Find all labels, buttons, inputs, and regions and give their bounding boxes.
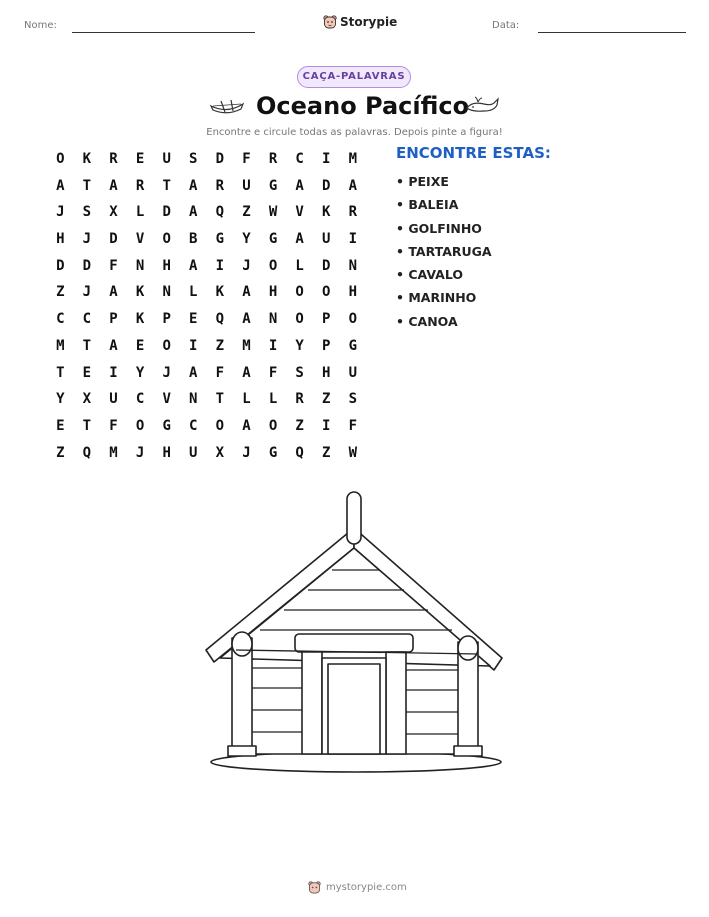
grid-letter[interactable]: T	[82, 177, 92, 194]
grid-letter[interactable]: X	[82, 391, 92, 408]
house-illustration	[200, 488, 506, 778]
grid-letter[interactable]: Y	[135, 364, 145, 381]
brand	[323, 14, 397, 29]
grid-letter[interactable]: D	[215, 151, 225, 167]
grid-letter[interactable]: H	[322, 364, 331, 381]
grid-letter[interactable]: N	[135, 257, 145, 274]
grid-letter[interactable]: I	[322, 417, 331, 434]
grid-letter[interactable]: Z	[295, 417, 304, 434]
grid-letter[interactable]: Z	[322, 444, 331, 461]
grid-letter[interactable]: F	[348, 417, 358, 434]
name-label: Nome:	[24, 20, 57, 31]
grid-letter[interactable]: O	[322, 284, 331, 301]
grid-letter[interactable]: O	[162, 231, 171, 248]
grid-letter[interactable]: A	[189, 364, 198, 381]
grid-letter[interactable]: Q	[215, 204, 225, 221]
grid-letter[interactable]: A	[109, 177, 118, 194]
grid-letter[interactable]: F	[215, 364, 225, 381]
grid-letter[interactable]: I	[215, 257, 225, 274]
canoe-icon	[209, 98, 245, 116]
grid-letter[interactable]: Y	[242, 231, 251, 248]
grid-letter[interactable]: A	[295, 177, 304, 194]
grid-letter[interactable]: D	[82, 257, 92, 274]
grid-letter[interactable]: Z	[56, 444, 65, 461]
grid-letter[interactable]: M	[348, 151, 358, 167]
date-label: Data:	[492, 20, 520, 31]
grid-letter[interactable]: A	[189, 257, 198, 274]
grid-letter[interactable]: W	[348, 444, 358, 461]
grid-letter[interactable]: O	[348, 311, 358, 328]
date-line	[538, 32, 686, 33]
grid-letter[interactable]: L	[242, 391, 251, 408]
grid-letter[interactable]: D	[56, 257, 65, 274]
category-badge: CAÇA-PALAVRAS	[297, 66, 411, 88]
grid-letter[interactable]: S	[295, 364, 304, 381]
grid-row	[47, 226, 366, 253]
grid-letter[interactable]: E	[189, 311, 198, 328]
grid-letter[interactable]: Y	[56, 391, 65, 408]
grid-letter[interactable]: C	[82, 311, 92, 328]
grid-letter[interactable]: K	[82, 151, 92, 167]
grid-letter[interactable]: A	[242, 364, 251, 381]
word-list-item: • GOLFINHO	[396, 220, 482, 236]
grid-letter[interactable]: D	[109, 231, 118, 248]
grid-letter[interactable]: G	[268, 231, 278, 248]
grid-letter[interactable]: H	[268, 284, 278, 301]
grid-letter[interactable]: J	[56, 204, 65, 221]
word-search-grid[interactable]	[47, 146, 366, 466]
grid-row	[47, 360, 366, 387]
grid-letter[interactable]: R	[268, 151, 278, 167]
grid-letter[interactable]: O	[56, 151, 65, 167]
grid-row	[47, 306, 366, 333]
grid-letter[interactable]: A	[295, 231, 304, 248]
grid-letter[interactable]: H	[56, 231, 65, 248]
grid-letter[interactable]: G	[162, 417, 171, 434]
grid-letter[interactable]: Q	[295, 444, 304, 461]
grid-letter[interactable]: T	[162, 177, 171, 194]
grid-letter[interactable]: L	[189, 284, 198, 301]
grid-letter[interactable]: Y	[295, 337, 304, 354]
grid-letter[interactable]: C	[295, 151, 304, 167]
grid-letter[interactable]: A	[109, 284, 118, 301]
grid-letter[interactable]: Q	[82, 444, 92, 461]
grid-letter[interactable]: V	[295, 204, 304, 221]
word-list-item: • CAVALO	[396, 267, 463, 283]
grid-letter[interactable]: N	[162, 284, 171, 301]
grid-letter[interactable]: S	[189, 151, 198, 167]
grid-letter[interactable]: A	[189, 204, 198, 221]
grid-letter[interactable]: N	[189, 391, 198, 408]
footer	[308, 880, 407, 894]
grid-letter[interactable]: G	[268, 177, 278, 194]
grid-letter[interactable]: K	[135, 311, 145, 328]
grid-letter[interactable]: V	[135, 231, 145, 248]
grid-letter[interactable]: D	[162, 204, 171, 221]
grid-letter[interactable]: O	[268, 417, 278, 434]
word-list-item: • MARINHO	[396, 290, 477, 306]
grid-letter[interactable]: E	[56, 417, 65, 434]
grid-letter[interactable]: Z	[242, 204, 251, 221]
grid-row	[47, 146, 366, 173]
instructions: Encontre e circule todas as palavras. Depois pinte a figura!	[206, 127, 503, 138]
grid-row	[47, 333, 366, 360]
grid-letter[interactable]: O	[135, 417, 145, 434]
grid-letter[interactable]: Q	[215, 311, 225, 328]
grid-letter[interactable]: H	[348, 284, 358, 301]
word-list-title: ENCONTRE ESTAS:	[396, 144, 551, 162]
grid-letter[interactable]: Z	[56, 284, 65, 301]
grid-letter[interactable]: N	[268, 311, 278, 328]
grid-letter[interactable]: L	[295, 257, 304, 274]
grid-letter[interactable]: U	[162, 151, 171, 167]
grid-letter[interactable]: W	[268, 204, 278, 221]
grid-row	[47, 253, 366, 280]
grid-letter[interactable]: R	[109, 151, 118, 167]
grid-letter[interactable]: G	[268, 444, 278, 461]
grid-letter[interactable]: B	[189, 231, 198, 248]
grid-letter[interactable]: M	[56, 337, 65, 354]
storypie-footer-icon	[308, 880, 321, 894]
grid-letter[interactable]: L	[135, 204, 145, 221]
grid-letter[interactable]: C	[189, 417, 198, 434]
grid-letter[interactable]: M	[242, 337, 251, 354]
grid-letter[interactable]: E	[135, 337, 145, 354]
grid-letter[interactable]: S	[348, 391, 358, 408]
page-title: Oceano Pacífico	[256, 92, 470, 120]
grid-row	[47, 413, 366, 440]
grid-letter[interactable]: F	[268, 364, 278, 381]
grid-letter[interactable]: G	[348, 337, 358, 354]
grid-row	[47, 440, 366, 467]
grid-letter[interactable]: O	[162, 337, 171, 354]
grid-letter[interactable]: R	[295, 391, 304, 408]
grid-letter[interactable]: L	[268, 391, 278, 408]
grid-letter[interactable]: O	[295, 311, 304, 328]
grid-letter[interactable]: J	[135, 444, 145, 461]
grid-letter[interactable]: O	[215, 417, 225, 434]
grid-letter[interactable]: J	[242, 257, 251, 274]
grid-letter[interactable]: U	[242, 177, 251, 194]
grid-letter[interactable]: T	[56, 364, 65, 381]
grid-letter[interactable]: D	[322, 177, 331, 194]
grid-letter[interactable]: J	[162, 364, 171, 381]
grid-letter[interactable]: J	[82, 284, 92, 301]
grid-letter[interactable]: P	[322, 311, 331, 328]
word-list-item: • TARTARUGA	[396, 243, 492, 259]
grid-letter[interactable]: Z	[322, 391, 331, 408]
grid-letter[interactable]: E	[82, 364, 92, 381]
grid-letter[interactable]: J	[82, 231, 92, 248]
grid-letter[interactable]: K	[215, 284, 225, 301]
name-line	[72, 32, 255, 33]
grid-letter[interactable]: I	[268, 337, 278, 354]
grid-letter[interactable]: I	[109, 364, 118, 381]
title-row	[0, 92, 709, 126]
grid-letter[interactable]: X	[109, 204, 118, 221]
grid-letter[interactable]: U	[189, 444, 198, 461]
grid-letter[interactable]: T	[215, 391, 225, 408]
grid-letter[interactable]: A	[242, 311, 251, 328]
grid-letter[interactable]: F	[242, 151, 251, 167]
grid-row	[47, 279, 366, 306]
grid-letter[interactable]: I	[189, 337, 198, 354]
grid-letter[interactable]: O	[268, 257, 278, 274]
grid-letter[interactable]: T	[82, 337, 92, 354]
grid-letter[interactable]: R	[135, 177, 145, 194]
whale-icon	[464, 96, 500, 116]
grid-letter[interactable]: K	[135, 284, 145, 301]
grid-letter[interactable]: S	[82, 204, 92, 221]
grid-letter[interactable]: D	[322, 257, 331, 274]
grid-letter[interactable]: A	[189, 177, 198, 194]
grid-letter[interactable]: I	[348, 231, 358, 248]
grid-letter[interactable]: X	[215, 444, 225, 461]
grid-letter[interactable]: G	[215, 231, 225, 248]
grid-letter[interactable]: M	[109, 444, 118, 461]
word-list	[396, 170, 492, 333]
grid-letter[interactable]: J	[242, 444, 251, 461]
grid-letter[interactable]: A	[242, 417, 251, 434]
grid-letter[interactable]: A	[242, 284, 251, 301]
grid-letter[interactable]: Z	[215, 337, 225, 354]
grid-row	[47, 199, 366, 226]
grid-letter[interactable]: U	[109, 391, 118, 408]
grid-letter[interactable]: P	[322, 337, 331, 354]
grid-letter[interactable]: U	[322, 231, 331, 248]
grid-letter[interactable]: C	[135, 391, 145, 408]
grid-letter[interactable]: E	[135, 151, 145, 167]
grid-letter[interactable]: R	[215, 177, 225, 194]
grid-letter[interactable]: H	[162, 257, 171, 274]
grid-letter[interactable]: V	[162, 391, 171, 408]
word-list-item: • BALEIA	[396, 197, 459, 213]
grid-letter[interactable]: P	[109, 311, 118, 328]
grid-letter[interactable]: U	[348, 364, 358, 381]
word-list-item: • PEIXE	[396, 174, 449, 189]
grid-row	[47, 173, 366, 200]
grid-letter[interactable]: F	[109, 417, 118, 434]
grid-letter[interactable]: P	[162, 311, 171, 328]
grid-letter[interactable]: A	[56, 177, 65, 194]
grid-row	[47, 386, 366, 413]
grid-letter[interactable]: I	[322, 151, 331, 167]
footer-url[interactable]: mystorypie.com	[326, 881, 407, 893]
grid-letter[interactable]: C	[56, 311, 65, 328]
storypie-logo-icon	[323, 14, 337, 29]
grid-letter[interactable]: A	[348, 177, 358, 194]
grid-letter[interactable]: R	[348, 204, 358, 221]
brand-name: Storypie	[340, 14, 398, 29]
word-list-item: • CANOA	[396, 313, 458, 329]
grid-letter[interactable]: T	[82, 417, 92, 434]
grid-letter[interactable]: H	[162, 444, 171, 461]
grid-letter[interactable]: A	[109, 337, 118, 354]
grid-letter[interactable]: K	[322, 204, 331, 221]
grid-letter[interactable]: N	[348, 257, 358, 274]
grid-letter[interactable]: F	[109, 257, 118, 274]
grid-letter[interactable]: O	[295, 284, 304, 301]
